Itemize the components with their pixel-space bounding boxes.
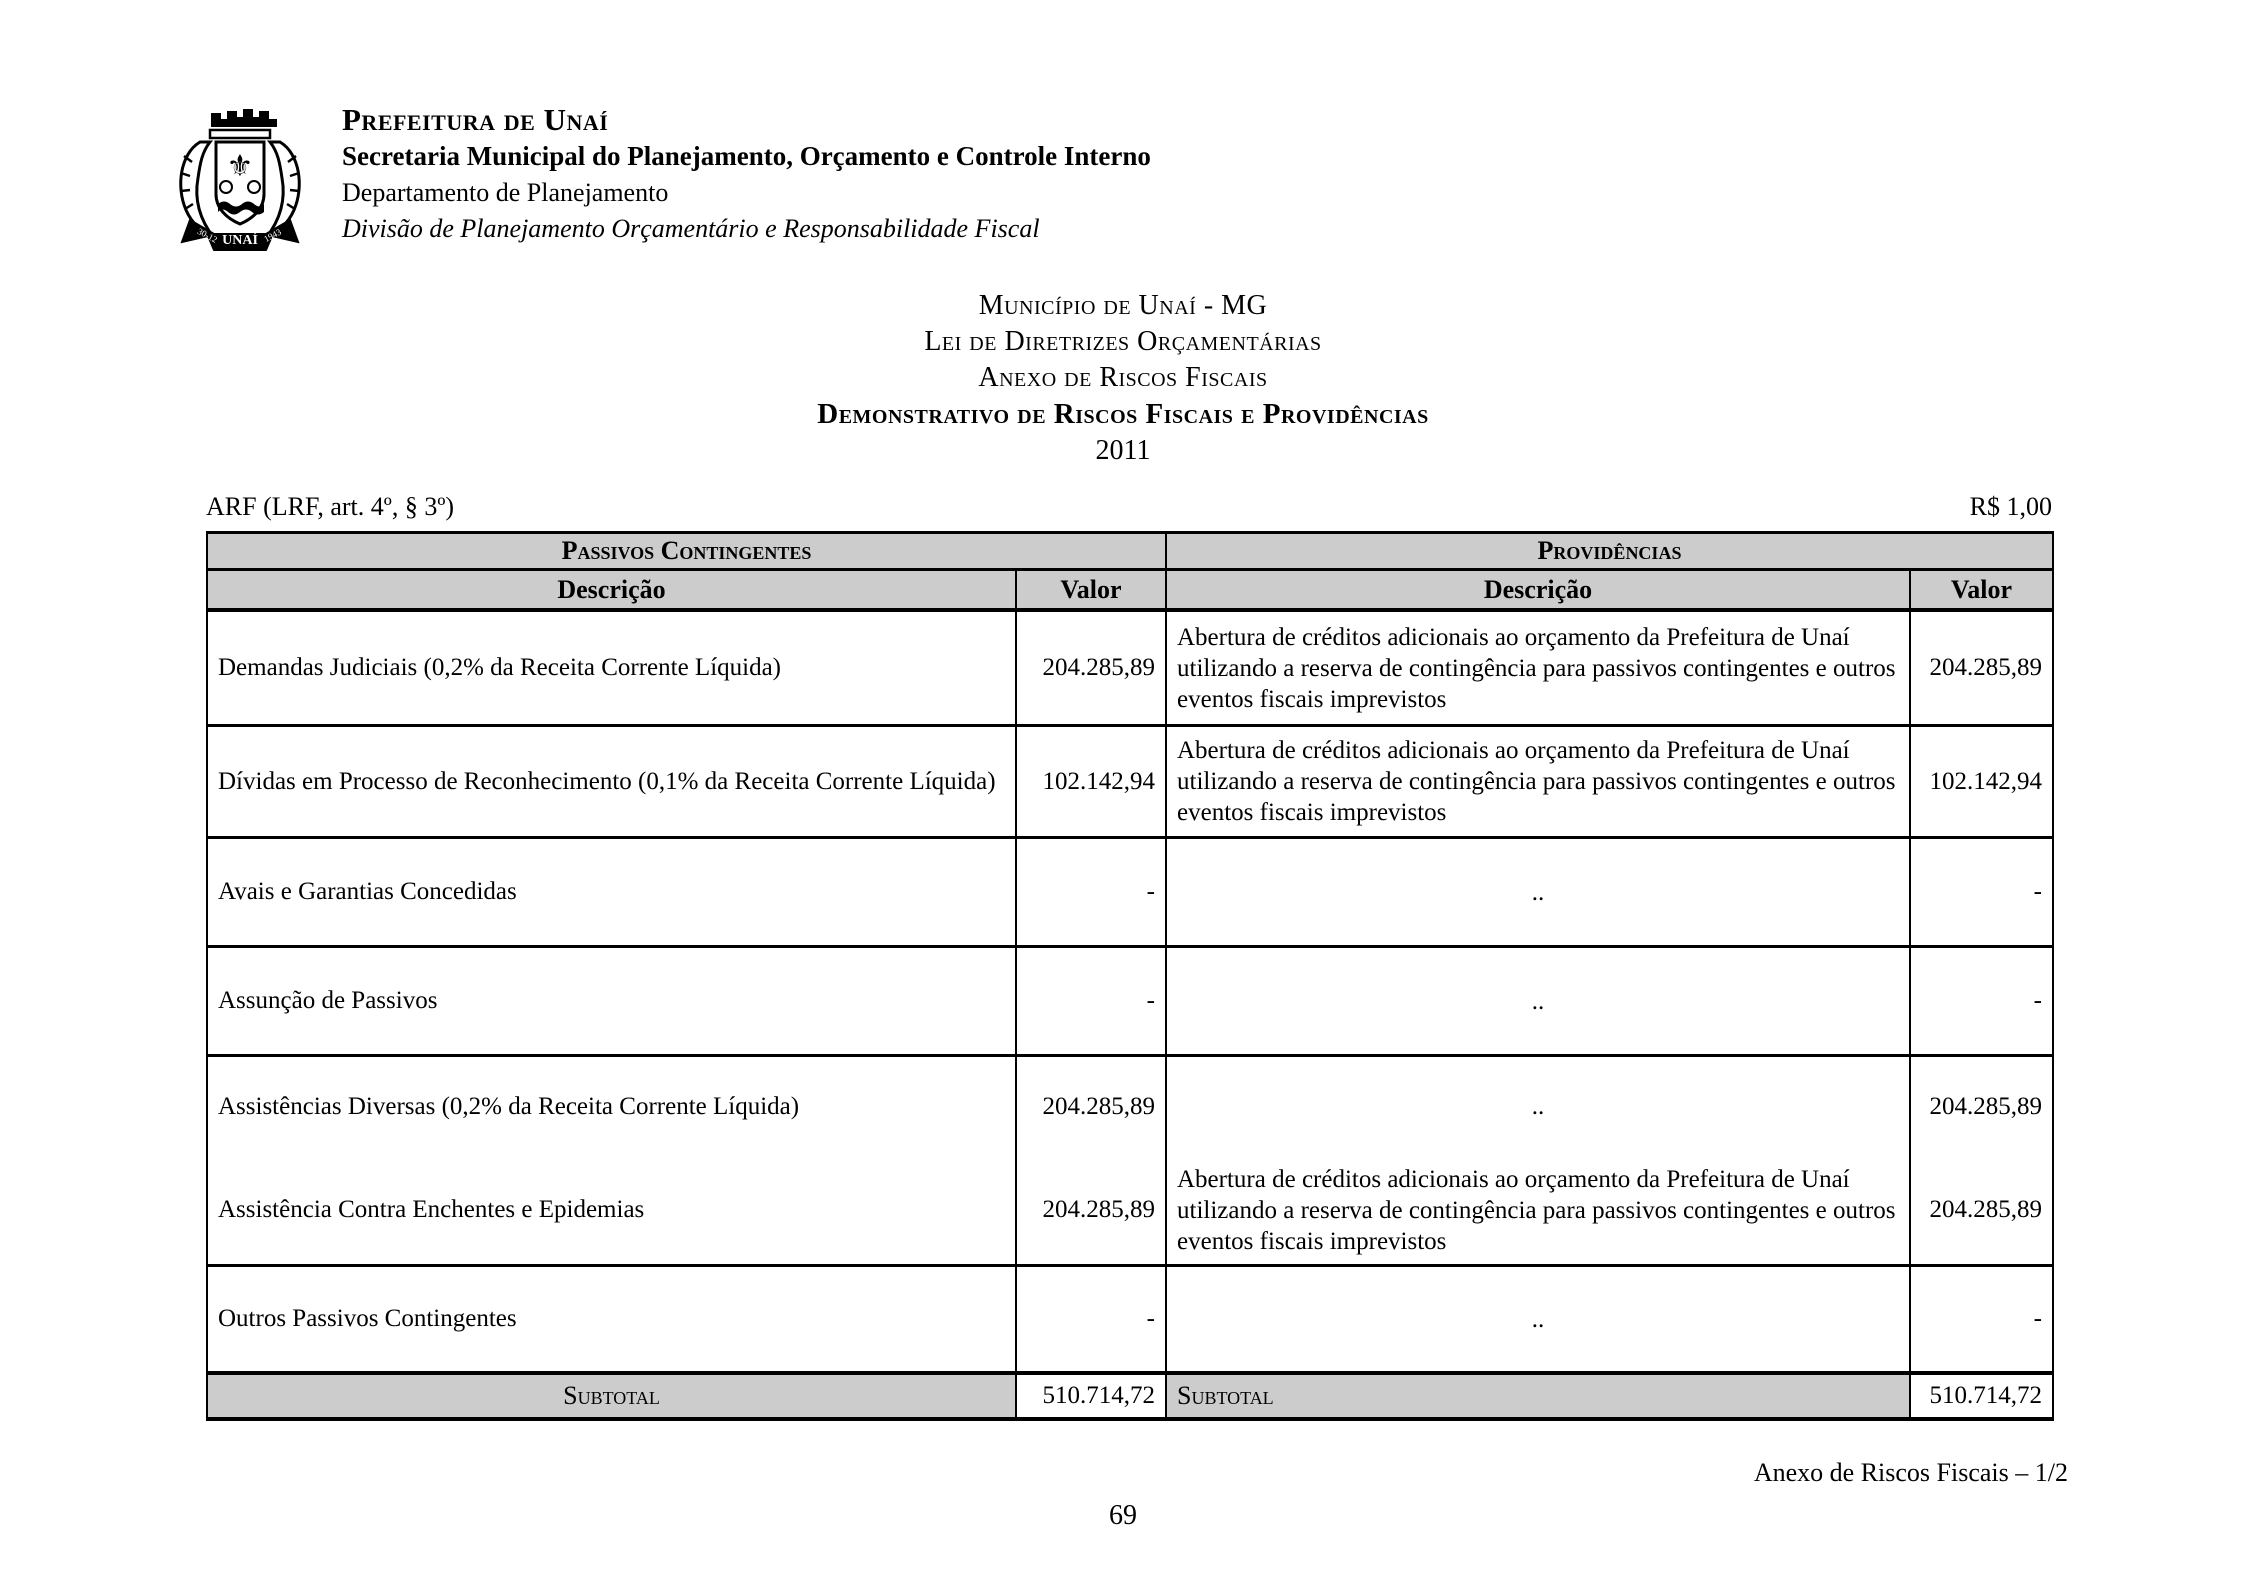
table-row-assuncao-passivos [207, 947, 2053, 1056]
row-providencia-desc: Abertura de créditos adicionais ao orçamento da Prefeitura de Unaí utilizando a reserva de contingência para passivos contingentes e outros eventos fiscais imprevistos [1166, 726, 1910, 838]
subtotal-row [207, 1373, 2053, 1419]
crest-ribbon-date-left: 30-12 [195, 226, 220, 245]
column-header-row [207, 570, 2053, 611]
subtotal-value-left: 510.714,72 [1016, 1373, 1166, 1419]
row-providencia-desc: .. [1166, 1266, 1910, 1374]
org-secretariat: Secretaria Municipal do Planejamento, Orçamento e Controle Interno [342, 141, 1151, 171]
row-valor: 204.285,89 [1016, 1056, 1166, 1157]
subtotal-value-right: 510.714,72 [1910, 1373, 2053, 1419]
title-year: 2011 [1095, 435, 1151, 466]
row-desc: Assistências Diversas (0,2% da Receita Corrente Líquida) [207, 1056, 1016, 1157]
org-identification [342, 92, 1151, 247]
row-valor: 204.285,89 [1016, 1156, 1166, 1266]
unai-coat-of-arms-icon [170, 92, 310, 260]
subtotal-label-right: Subtotal [1166, 1373, 1910, 1419]
crest-ribbon-date-right: 1943 [262, 226, 283, 244]
row-providencia-valor: 204.285,89 [1910, 610, 2053, 726]
crest-ribbon-name: UNAÍ [222, 233, 258, 248]
col-header-valor-right: Valor [1910, 570, 2053, 611]
meta-row [206, 492, 2052, 522]
table-row-outros-passivos [207, 1266, 2053, 1374]
risk-table [206, 531, 2054, 1421]
row-providencia-desc: .. [1166, 1056, 1910, 1157]
svg-text:⚜: ⚜ [226, 150, 254, 183]
table-row-dividas-reconhecimento [207, 726, 2053, 838]
table-row-assistencia-enchentes [207, 1156, 2053, 1266]
page-number: 69 [1109, 1500, 1137, 1531]
row-valor: - [1016, 947, 1166, 1056]
col-header-descricao-left: Descrição [207, 570, 1016, 611]
title-demonstrativo: Demonstrativo de Riscos Fiscais e Providências [817, 398, 1429, 430]
group-header-passivos: Passivos Contingentes [207, 533, 1166, 570]
row-desc: Demandas Judiciais (0,2% da Receita Corrente Líquida) [207, 610, 1016, 726]
row-providencia-valor: 204.285,89 [1910, 1156, 2053, 1266]
org-name: Prefeitura de Unaí [342, 102, 609, 137]
document-title-block [0, 288, 2246, 470]
org-division: Divisão de Planejamento Orçamentário e Responsabilidade Fiscal [342, 214, 1040, 243]
row-providencia-valor: - [1910, 838, 2053, 947]
row-providencia-valor: 102.142,94 [1910, 726, 2053, 838]
arf-reference: ARF (LRF, art. 4º, § 3º) [206, 492, 455, 521]
row-desc: Assistência Contra Enchentes e Epidemias [207, 1156, 1016, 1266]
row-valor: 102.142,94 [1016, 726, 1166, 838]
row-providencia-valor: 204.285,89 [1910, 1056, 2053, 1157]
table-row-assistencias-diversas [207, 1056, 2053, 1157]
risk-table-wrap [206, 531, 2052, 1421]
title-ldo: Lei de Diretrizes Orçamentárias [924, 326, 1322, 357]
row-desc: Outros Passivos Contingentes [207, 1266, 1016, 1374]
row-providencia-valor: - [1910, 1266, 2053, 1374]
row-desc: Avais e Garantias Concedidas [207, 838, 1016, 947]
footer-annex-label: Anexo de Riscos Fiscais – 1/2 [1753, 1458, 2068, 1487]
row-desc: Assunção de Passivos [207, 947, 1016, 1056]
title-anexo: Anexo de Riscos Fiscais [978, 362, 1268, 393]
row-desc: Dívidas em Processo de Reconhecimento (0,1% da Receita Corrente Líquida) [207, 726, 1016, 838]
subtotal-label-left: Subtotal [207, 1373, 1016, 1419]
title-municipio: Município de Unaí - MG [978, 290, 1268, 321]
row-providencia-desc: Abertura de créditos adicionais ao orçamento da Prefeitura de Unaí utilizando a reserva de contingência para passivos contingentes e outros eventos fiscais imprevistos [1166, 1156, 1910, 1266]
row-valor: 204.285,89 [1016, 610, 1166, 726]
letterhead [170, 92, 1151, 260]
currency-unit: R$ 1,00 [1969, 492, 2052, 521]
table-row-demandas-judiciais [207, 610, 2053, 726]
col-header-descricao-right: Descrição [1166, 570, 1910, 611]
row-providencia-desc: .. [1166, 947, 1910, 1056]
group-header-row [207, 533, 2053, 570]
row-providencia-desc: Abertura de créditos adicionais ao orçamento da Prefeitura de Unaí utilizando a reserva de contingência para passivos contingentes e outros eventos fiscais imprevistos [1166, 610, 1910, 726]
org-department: Departamento de Planejamento [342, 178, 669, 207]
table-row-avais-garantias [207, 838, 2053, 947]
row-providencia-desc: .. [1166, 838, 1910, 947]
row-valor: - [1016, 838, 1166, 947]
col-header-valor-left: Valor [1016, 570, 1166, 611]
row-providencia-valor: - [1910, 947, 2053, 1056]
row-valor: - [1016, 1266, 1166, 1374]
group-header-providencias: Providências [1166, 533, 2053, 570]
